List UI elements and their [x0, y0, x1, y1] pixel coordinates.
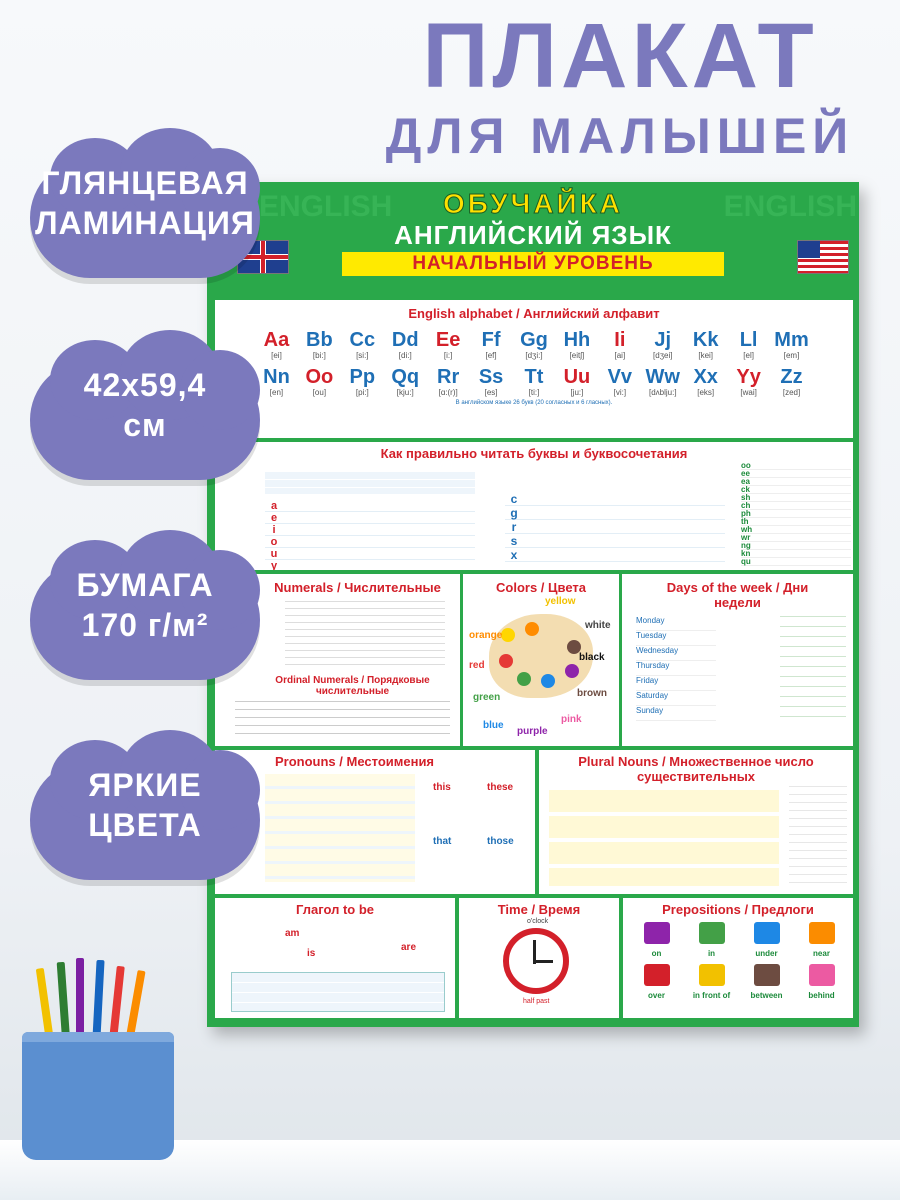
vowel-row: [265, 524, 475, 536]
ordinal-table: [235, 701, 450, 735]
digraph-letters: sh: [741, 493, 751, 502]
transcription: [bi:]: [312, 351, 326, 360]
letter-v: [598, 366, 641, 397]
transcription: [ef]: [485, 351, 497, 360]
clock-icon: [503, 928, 569, 994]
transcription: [di:]: [398, 351, 412, 360]
prepositions-panel: [623, 898, 853, 1018]
consonant-letter: r: [511, 519, 517, 534]
letter-t: [513, 366, 556, 397]
letter-z: [770, 366, 813, 397]
pronoun-this: this: [433, 782, 451, 793]
consonant-row: [505, 492, 725, 506]
letter: Bb: [306, 329, 333, 351]
letter: Oo: [305, 366, 334, 388]
digraph-letters: th: [741, 517, 749, 526]
digraph-letters: wh: [741, 525, 753, 534]
plural-panel: [539, 750, 853, 894]
poster-title-main: ОБУЧАЙКА: [443, 188, 623, 219]
day-item: Thursday: [636, 661, 716, 676]
title-line-1: ПЛАКАТ: [422, 5, 818, 107]
birdhouse-icon: [754, 922, 780, 944]
day-item: Saturday: [636, 691, 716, 706]
consonants-list: [505, 492, 725, 562]
letter-k: [684, 329, 727, 360]
letter: Ss: [478, 366, 504, 388]
pronoun-those: those: [487, 836, 514, 847]
digraph-letters: qu: [741, 557, 751, 566]
letter: Ww: [645, 366, 680, 388]
colors-heading: Colors / Цвета: [496, 580, 586, 595]
letter: Tt: [524, 366, 544, 388]
watermark-left: ENGLISH: [259, 190, 393, 223]
letter: Nn: [263, 366, 290, 388]
letter-o: [298, 366, 341, 397]
preposition-item: [629, 964, 684, 1000]
preposition-word: in: [707, 949, 716, 958]
transcription: [ti:]: [528, 388, 540, 397]
alphabet-panel: [215, 300, 853, 438]
feature-1-line-1: ГЛЯНЦЕВАЯ: [41, 165, 249, 201]
digraph-row: [741, 558, 851, 566]
feature-3-line-1: БУМАГА: [76, 567, 214, 603]
day-item: Tuesday: [636, 631, 716, 646]
feature-cloud-lamination: [30, 128, 260, 278]
letter-a: [255, 329, 298, 360]
prepositions-grid: [629, 922, 849, 1000]
color-black: black: [579, 652, 605, 663]
birdhouse-icon: [699, 922, 725, 944]
letter: Uu: [563, 366, 591, 388]
letter: Ii: [614, 329, 626, 351]
letter: Hh: [563, 329, 591, 351]
consonant-letter: c: [510, 491, 518, 506]
pronoun-that: that: [433, 836, 452, 847]
palette-icon: [489, 614, 593, 698]
vowel-row: [265, 548, 475, 560]
letter: Ll: [739, 329, 758, 351]
transcription: [el]: [743, 351, 754, 360]
alphabet-note: В английском языке 26 букв (20 согласных и 6 гласных).: [455, 400, 613, 406]
product-title: [340, 6, 900, 166]
letter-p: [341, 366, 384, 397]
digraph-letters: ck: [741, 485, 750, 494]
prepositions-heading: Prepositions / Предлоги: [662, 902, 814, 917]
birdhouse-icon: [644, 964, 670, 986]
letter-e: [427, 329, 470, 360]
letter-q: [384, 366, 427, 397]
consonant-letter: x: [510, 547, 518, 562]
tobe-am: am: [285, 928, 300, 939]
day-item: Friday: [636, 676, 716, 691]
transcription: [dʒi:]: [525, 351, 543, 360]
color-blue: blue: [483, 720, 504, 731]
digraph-letters: ee: [741, 469, 750, 478]
time-panel: [459, 898, 619, 1018]
days-list: [636, 616, 716, 721]
letter: Xx: [693, 366, 718, 388]
letter: Dd: [391, 329, 419, 351]
consonant-letter: g: [510, 505, 518, 520]
preposition-item: [739, 922, 794, 958]
numerals-heading: Numerals / Числительные: [274, 580, 441, 595]
letter-w: [641, 366, 684, 397]
feature-cloud-colors: [30, 730, 260, 880]
vowel-letter: y: [270, 559, 278, 570]
time-words: [780, 616, 846, 724]
letter-u: [555, 366, 598, 397]
exceptions-list: [789, 786, 847, 886]
transcription: [zed]: [782, 388, 801, 397]
letter-y: [727, 366, 770, 397]
half-past-label: half past: [523, 998, 550, 1005]
transcription: [dʒei]: [653, 351, 673, 360]
vowel-letter: i: [272, 523, 276, 536]
feature-2-line-1: 42х59,4: [83, 367, 207, 403]
letter: Ff: [481, 329, 501, 351]
vowel-letter: e: [270, 511, 278, 524]
birdhouse-icon: [809, 964, 835, 986]
tobe-is: is: [307, 948, 316, 959]
tobe-table: [231, 972, 445, 1012]
letter: Aa: [263, 329, 290, 351]
birdhouse-icon: [809, 922, 835, 944]
letter: Pp: [349, 366, 376, 388]
vowel-row: [265, 500, 475, 512]
vowels-list: [265, 500, 475, 570]
reading-heading: Как правильно читать буквы и буквосочетания: [380, 446, 688, 461]
letter-h: [555, 329, 598, 360]
ordinal-heading: Ordinal Numerals / Порядковые числительные: [275, 675, 430, 697]
transcription: [en]: [269, 388, 284, 397]
transcription: [vi:]: [613, 388, 627, 397]
vowel-letter: a: [270, 499, 278, 512]
pencil-cup: [22, 1032, 174, 1160]
letter-j: [641, 329, 684, 360]
color-pink: pink: [561, 714, 582, 725]
feature-cloud-size: [30, 330, 260, 480]
feature-2-line-2: см: [123, 407, 167, 443]
digraph-letters: oo: [741, 461, 751, 470]
transcription: [si:]: [356, 351, 369, 360]
pronouns-table: [265, 774, 415, 882]
transcription: [ou]: [312, 388, 327, 397]
letter-x: [684, 366, 727, 397]
plural-table: [549, 790, 779, 886]
letter-i: [598, 329, 641, 360]
tobe-panel: [215, 898, 455, 1018]
letter-r: [427, 366, 470, 397]
letter-d: [384, 329, 427, 360]
birdhouse-icon: [754, 964, 780, 986]
letter-s: [470, 366, 513, 397]
transcription: [dʌblju:]: [648, 388, 677, 397]
alphabet-heading: English alphabet / Английский алфавит: [408, 306, 660, 321]
feature-cloud-paper: [30, 530, 260, 680]
colors-panel: [463, 574, 619, 746]
digraph-letters: ph: [741, 509, 751, 518]
transcription: [es]: [484, 388, 498, 397]
vowel-letter: u: [270, 547, 278, 560]
preposition-item: [684, 922, 739, 958]
time-heading: Time / Время: [497, 902, 581, 917]
day-item: Wednesday: [636, 646, 716, 661]
consonant-letter: s: [510, 533, 518, 548]
transcription: [ei]: [271, 351, 282, 360]
letter: Yy: [736, 366, 761, 388]
digraph-letters: kn: [741, 549, 751, 558]
vowel-row: [265, 512, 475, 524]
poster-title: [207, 188, 859, 276]
letter-g: [513, 329, 556, 360]
letter-n: [255, 366, 298, 397]
letter: Vv: [607, 366, 633, 388]
letter: Zz: [780, 366, 803, 388]
plural-heading: Plural Nouns / Множественное число существительных: [578, 754, 814, 784]
days-heading: Days of the week / Дни недели: [666, 580, 809, 610]
birdhouse-icon: [699, 964, 725, 986]
transcription: [kei]: [698, 351, 714, 360]
digraph-letters: ch: [741, 501, 751, 510]
alphabet-row-2: [215, 366, 853, 397]
birdhouse-icon: [644, 922, 670, 944]
consonant-row: [505, 506, 725, 520]
letter: Kk: [692, 329, 719, 351]
vowel-letter: o: [270, 535, 278, 548]
transcription: [pi:]: [355, 388, 369, 397]
feature-4-line-2: ЦВЕТА: [88, 807, 202, 843]
preposition-word: near: [813, 949, 830, 958]
pronoun-these: these: [487, 782, 514, 793]
alphabet-row-1: [215, 329, 853, 360]
color-white: white: [585, 620, 611, 631]
digraph-letters: ng: [741, 541, 751, 550]
preposition-item: [629, 922, 684, 958]
letter: Gg: [520, 329, 548, 351]
tobe-are: are: [401, 942, 417, 953]
tobe-heading: Глагол to be: [296, 902, 374, 917]
title-line-2: ДЛЯ МАЛЫШЕЙ: [385, 108, 855, 164]
color-purple: purple: [517, 726, 548, 737]
days-panel: [622, 574, 853, 746]
preposition-word: between: [750, 991, 783, 1000]
letter: Mm: [774, 329, 809, 351]
letter: Ee: [435, 329, 461, 351]
vowel-row: [265, 560, 475, 570]
letter: Jj: [654, 329, 672, 351]
consonant-row: [505, 520, 725, 534]
color-green: green: [473, 692, 501, 703]
letter: Rr: [437, 366, 460, 388]
digraphs-list: [741, 462, 851, 566]
feature-3-line-2: 170 г/м²: [81, 607, 209, 643]
letter-c: [341, 329, 384, 360]
reading-panel: [215, 442, 853, 570]
preposition-word: under: [755, 949, 778, 958]
transcription: [ju:]: [570, 388, 584, 397]
pronouns-panel: [215, 750, 535, 894]
transcription: [ɑ:(r)]: [438, 388, 458, 397]
color-brown: brown: [577, 688, 607, 699]
preposition-item: [794, 922, 849, 958]
consonant-row: [505, 534, 725, 548]
preposition-word: behind: [808, 991, 835, 1000]
watermark-right: ENGLISH: [723, 190, 857, 223]
preposition-word: on: [651, 949, 662, 958]
letter-b: [298, 329, 341, 360]
transcription: [em]: [783, 351, 800, 360]
preposition-item: [794, 964, 849, 1000]
preposition-word: over: [648, 991, 665, 1000]
day-item: Sunday: [636, 706, 716, 721]
color-orange: orange: [469, 630, 503, 641]
letter-l: [727, 329, 770, 360]
color-yellow: yellow: [545, 596, 576, 607]
letter: Qq: [391, 366, 420, 388]
numerals-table: [285, 601, 445, 671]
poster: [207, 182, 859, 1027]
transcription: [eitʃ]: [569, 351, 585, 360]
transcription: [kju:]: [396, 388, 414, 397]
digraph-letters: ea: [741, 477, 750, 486]
pronouns-heading: Pronouns / Местоимения: [275, 754, 435, 769]
letter: Cc: [349, 329, 376, 351]
vowel-row: [265, 536, 475, 548]
preposition-word: in front of: [692, 991, 731, 1000]
transcription: [ai]: [614, 351, 626, 360]
digraph-letters: wr: [741, 533, 751, 542]
consonant-row: [505, 548, 725, 562]
poster-subtitle: АНГЛИЙСКИЙ ЯЗЫК: [394, 220, 672, 250]
letter-m: [770, 329, 813, 360]
feature-4-line-1: ЯРКИЕ: [88, 767, 202, 803]
preposition-item: [684, 964, 739, 1000]
transcription: [eks]: [697, 388, 715, 397]
feature-1-line-2: ЛАМИНАЦИЯ: [35, 205, 255, 241]
preposition-item: [739, 964, 794, 1000]
poster-level: НАЧАЛЬНЫЙ УРОВЕНЬ: [342, 252, 723, 276]
transcription: [wai]: [740, 388, 757, 397]
letter-f: [470, 329, 513, 360]
day-item: Monday: [636, 616, 716, 631]
transcription: [i:]: [443, 351, 453, 360]
color-red: red: [469, 660, 485, 671]
oclock-label: o'clock: [527, 918, 549, 925]
